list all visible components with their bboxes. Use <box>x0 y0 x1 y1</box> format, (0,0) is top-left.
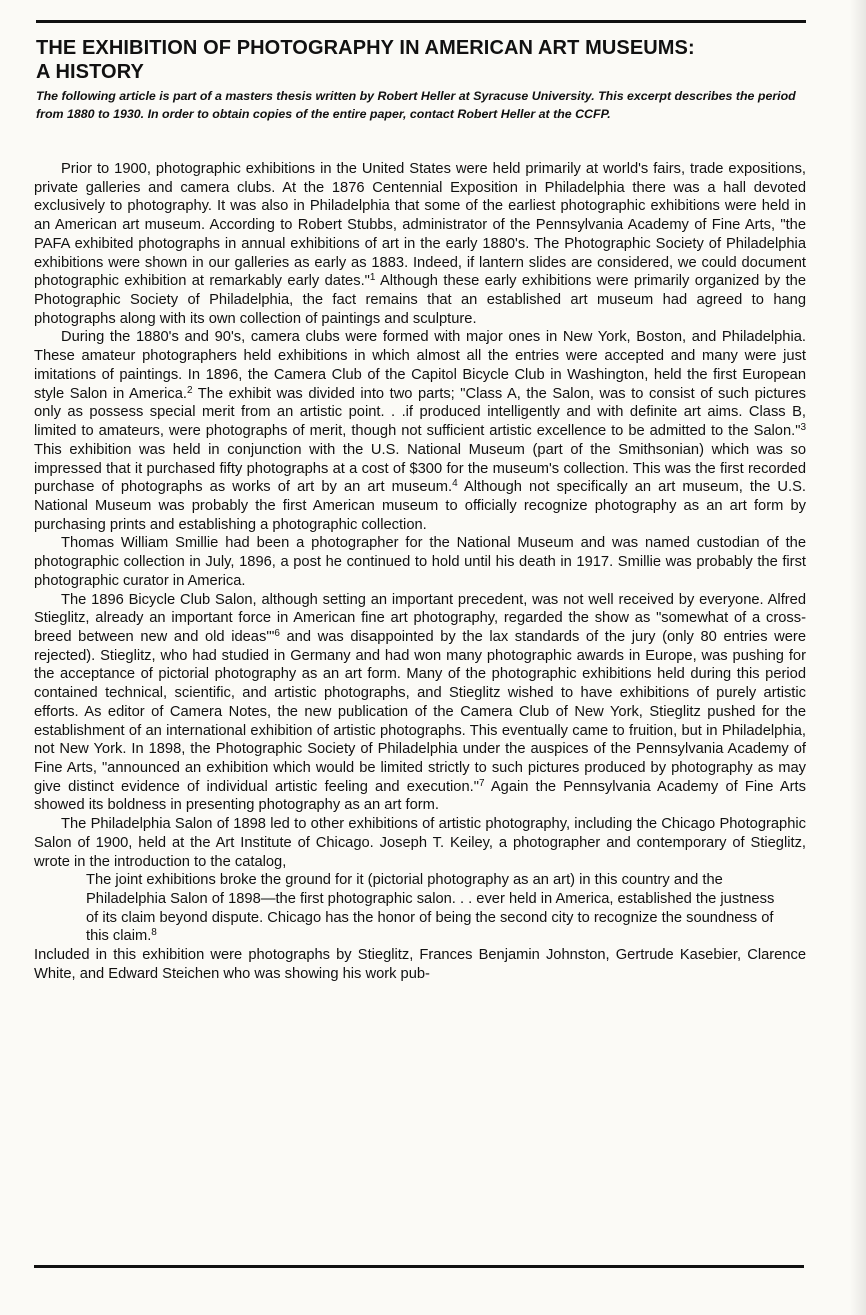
footnote-ref: 8 <box>151 927 157 939</box>
paragraph-5: The Philadelphia Salon of 1898 led to other exhibitions of artistic photography, including the Chicago Photographic Salon of 1900, held at the Art Institute of Chicago. Joseph T. Keiley, a photographer and contemporary of Stieglitz, wrote in the introduction to the catalog, <box>34 816 806 870</box>
paragraph-text: This exhibition was held in conjunction with the U.S. National Museum (part of the Smithsonian) which was so impressed that it purchased fifty photographs at a cost of $300 for the museum's collection. This was the first recorded purchase of photographs as works of art by an art museum. <box>34 441 806 496</box>
title-line-1: THE EXHIBITION OF PHOTOGRAPHY IN AMERICAN ART MUSEUMS: <box>36 37 695 59</box>
paragraph-text: During the 1880's and 90's, camera clubs were formed with major ones in New York, Boston, and Philadelphia. These amateur photographers held exhibitions in which almost all the entries were accepted and many were just imitations of paintings. In 1896, the Camera Club of the Capitol Bicycle Club in Washington, held the first European style Salon in America. <box>34 329 806 402</box>
paragraph-text: Although these early exhibitions were primarily organized by the Photographic Society of Philadelphia, the fact remains that an established art museum had agreed to hang photographs along with its own collection of paintings and sculpture. <box>34 273 806 327</box>
paragraph-text: Again the Pennsylvania Academy of Fine Arts showed its boldness in presenting photography as an art form. <box>34 778 806 814</box>
article-body <box>34 160 806 984</box>
paragraph-text: The exhibit was divided into two parts; "Class A, the Salon, was to consist of such pictures only as possess special merit from an artistic point. . .if produced intelligently and with definite art aims. Class B, limited to amateurs, were photographs of merit, though not sufficient artistic excellence to be admitted to the Salon." <box>34 385 807 440</box>
paragraph-3: Thomas William Smillie had been a photographer for the National Museum and was named custodian of the photographic collection in July, 1896, a post he continued to hold until his death in 1917. Smillie was probably the first photographic curator in America. <box>34 535 806 589</box>
bottom-rule <box>34 1265 804 1268</box>
title-line-2: A HISTORY <box>36 61 144 83</box>
paragraph-4 <box>34 591 806 816</box>
paragraph-text: Prior to 1900, photographic exhibitions in the United States were held primarily at world's fairs, trade expositions, private galleries and camera clubs. At the 1876 Centennial Exposition in Philadelphia there was a hall devoted exclusively to photography. It was also in Philadelphia that some of the earliest photographic exhibitions were held in an American art museum. According to Robert Stubbs, administrator of the Pennsylvania Academy of Fine Arts, "the PAFA exhibited photographs in annual exhibitions of art in the early 1880's. The Photographic Society of Philadelphia exhibitions were shown in our galleries as early as 1883. Indeed, if lantern slides are considered, we could document photographic exhibition at remarkably early dates." <box>34 161 806 290</box>
article-subtitle: The following article is part of a masters thesis written by Robert Heller at Syracuse University. This excerpt describes the period from 1880 to 1930. In order to obtain copies of the entire paper, contact Robert Heller at the CCFP. <box>36 89 796 121</box>
footnote-ref: 3 <box>800 422 806 434</box>
paragraph-1 <box>34 160 806 328</box>
paragraph-2 <box>34 328 806 534</box>
footnote-ref: 7 <box>478 777 485 789</box>
footnote-ref: 2 <box>186 384 193 396</box>
paragraph-text: and was disappointed by the lax standards of the jury (only 80 entries were rejected). Stieglitz, who had studied in Germany and had won many photographic awards in Europe, was pushing for the acceptance of pictorial photography as an art form. Many of the photographic exhibitions held during this period contained technical, scientific, and artistic photographs, and Stieglitz wished to have exhibitions of purely artistic efforts. As editor of Camera Notes, the new publication of the Camera Club of New York, Stieglitz pushed for the establishment of an international exhibition of artistic photographs. This eventually came to fruition, but in Philadelphia, not New York. In 1898, the Photographic Society of Philadelphia under the auspices of the Pennsylvania Academy of Fine Arts, "announced an exhibition which would be limited strictly to such pictures produced by photography as may give distinct evidence of individual artistic feeling and execution." <box>34 628 806 795</box>
quote-text: The joint exhibitions broke the ground for it (pictorial photography as an art) in this country and the Philadelphia Salon of 1898—the first photographic salon. . . ever held in America, established the justness of its claim beyond dispute. Chicago has the honor of being the second city to recognize the soundness of this claim. <box>86 872 775 945</box>
footnote-ref: 1 <box>369 272 376 284</box>
block-quote <box>86 871 786 946</box>
paragraph-text: The 1896 Bicycle Club Salon, although setting an important precedent, was not well received by everyone. Alfred Stieglitz, already an important force in American fine art photography, regarded the show as "somewhat of a cross-breed between new and old ideas'" <box>34 591 806 645</box>
footnote-ref: 6 <box>274 627 280 639</box>
paragraph-6: Included in this exhibition were photographs by Stieglitz, Frances Benjamin Johnston, Gertrude Kasebier, Clarence White, and Edward Steichen who was showing his work pub- <box>34 947 806 982</box>
page-edge-shadow <box>850 0 866 1315</box>
top-rule <box>36 20 806 23</box>
footnote-ref: 4 <box>452 478 458 490</box>
paragraph-text: Although not specifically an art museum, the U.S. National Museum was probably the first American museum to officially recognize photography as an art form by purchasing prints and establishing a photographic collection. <box>34 479 806 533</box>
article-title <box>36 36 816 84</box>
